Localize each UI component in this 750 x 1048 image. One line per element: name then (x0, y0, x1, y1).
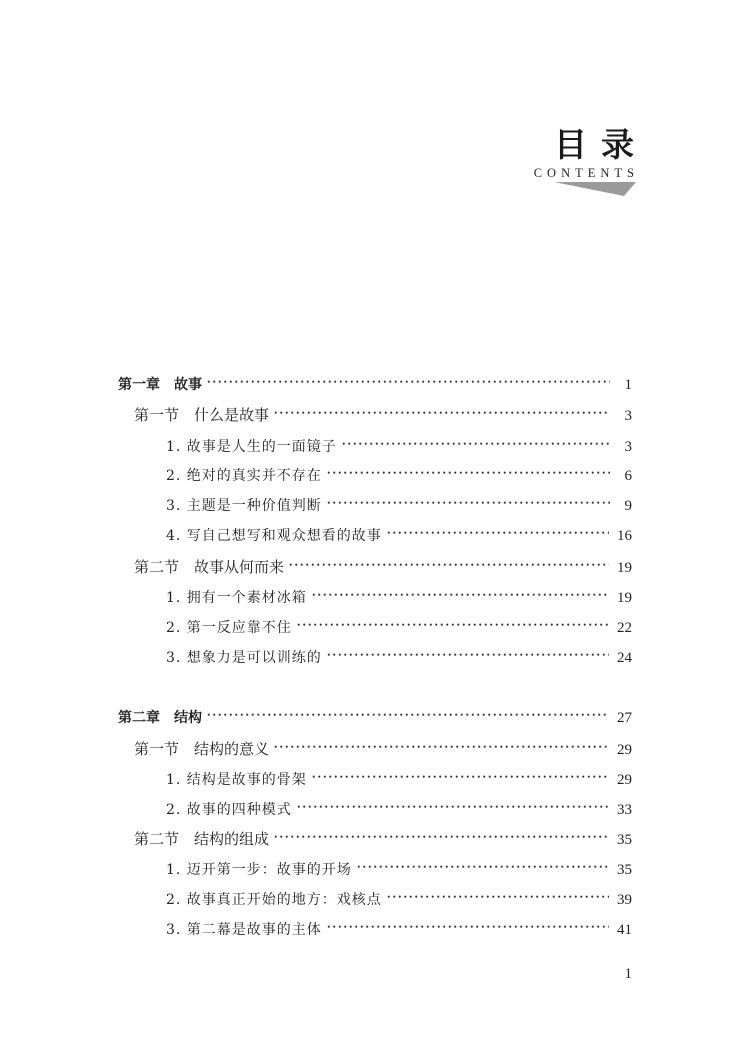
toc-entry-item (166, 887, 632, 909)
toc-entry-section (134, 737, 632, 759)
dot-leader (311, 768, 609, 785)
toc-entry-label: 2. 第一反应靠不住 (166, 620, 292, 637)
page-number: 1 (624, 966, 632, 982)
toc-entry-page: 41 (617, 922, 632, 939)
toc-entry-item (166, 857, 632, 879)
toc-entry-page: 6 (624, 468, 632, 485)
toc-entry-item (166, 585, 632, 607)
toc-entry-label: 3. 第二幕是故事的主体 (166, 922, 322, 939)
toc-entry-item (166, 615, 632, 637)
toc-entry-label: 第二章 结构 (118, 710, 202, 727)
toc-entry-item (166, 463, 632, 485)
toc-entry-label: 第二节 结构的组成 (134, 830, 270, 849)
toc-entry-page: 9 (624, 498, 632, 515)
toc-entry-label: 1. 拥有一个素材冰箱 (166, 590, 307, 607)
toc-entry-page: 29 (617, 772, 632, 789)
toc-entry-label: 第一节 什么是故事 (134, 406, 270, 425)
toc-entry-page: 19 (617, 560, 632, 577)
dot-leader (326, 646, 609, 663)
dot-leader (386, 524, 609, 541)
toc-entry-label: 1. 结构是故事的骨架 (166, 772, 307, 789)
dot-leader (326, 494, 610, 511)
dot-leader (206, 706, 609, 723)
dot-leader (356, 858, 609, 875)
toc-entry-label: 第二节 故事从何而来 (134, 558, 285, 577)
toc-entry-item (166, 767, 632, 789)
toc-entry-item (166, 523, 632, 545)
toc-entry-page: 3 (624, 439, 632, 456)
toc-entry-page: 35 (617, 862, 632, 879)
dot-leader (326, 918, 609, 935)
toc-entry-section (134, 827, 632, 849)
toc-entry-page: 16 (617, 528, 632, 545)
dot-leader (288, 556, 609, 573)
toc-entry-page: 29 (617, 742, 632, 759)
toc-entry-label: 2. 故事的四种模式 (166, 802, 292, 819)
dot-leader (273, 404, 610, 421)
dot-leader (296, 616, 609, 633)
dot-leader (311, 586, 609, 603)
toc-entry-item (166, 797, 632, 819)
toc-entry-label: 2. 绝对的真实并不存在 (166, 468, 322, 485)
toc-entry-page: 33 (617, 802, 632, 819)
toc-entry-label: 1. 故事是人生的一面镜子 (166, 439, 337, 456)
toc-entry-page: 1 (624, 377, 632, 394)
toc-entry-label: 1. 迈开第一步：故事的开场 (166, 862, 352, 879)
toc-entry-page: 24 (617, 650, 632, 667)
toc-entry-item (166, 645, 632, 667)
toc-entry-item (166, 493, 632, 515)
page-title: 目录 (554, 125, 648, 164)
toc-entry-page: 35 (617, 832, 632, 849)
toc-entry-label: 3. 想象力是可以训练的 (166, 650, 322, 667)
toc-entry-page: 27 (617, 710, 632, 727)
page-subtitle: CONTENTS (533, 166, 639, 180)
toc-entry-chapter (118, 705, 632, 727)
dot-leader (273, 828, 609, 845)
toc-header (434, 125, 648, 181)
dot-leader (341, 435, 610, 452)
toc-entry-item (166, 917, 632, 939)
dot-leader (206, 373, 610, 390)
toc-entry-page: 22 (617, 620, 632, 637)
toc-entry-section (134, 403, 632, 425)
toc-entry-item (166, 434, 632, 456)
toc-entry-label: 3. 主题是一种价值判断 (166, 498, 322, 515)
toc-entry-label: 第一节 结构的意义 (134, 740, 270, 759)
toc-entry-label: 4. 写自己想写和观众想看的故事 (166, 528, 382, 545)
toc-entry-page: 39 (617, 892, 632, 909)
dot-leader (386, 888, 609, 905)
toc-entry-page: 19 (617, 590, 632, 607)
dot-leader (326, 464, 610, 481)
toc-entry-chapter (118, 372, 632, 394)
decorative-wedge-icon (554, 182, 636, 196)
dot-leader (296, 798, 609, 815)
toc-entry-label: 2. 故事真正开始的地方：戏核点 (166, 892, 382, 909)
toc-entry-section (134, 555, 632, 577)
dot-leader (273, 738, 609, 755)
toc-entry-label: 第一章 故事 (118, 377, 202, 394)
toc-entry-page: 3 (624, 408, 632, 425)
